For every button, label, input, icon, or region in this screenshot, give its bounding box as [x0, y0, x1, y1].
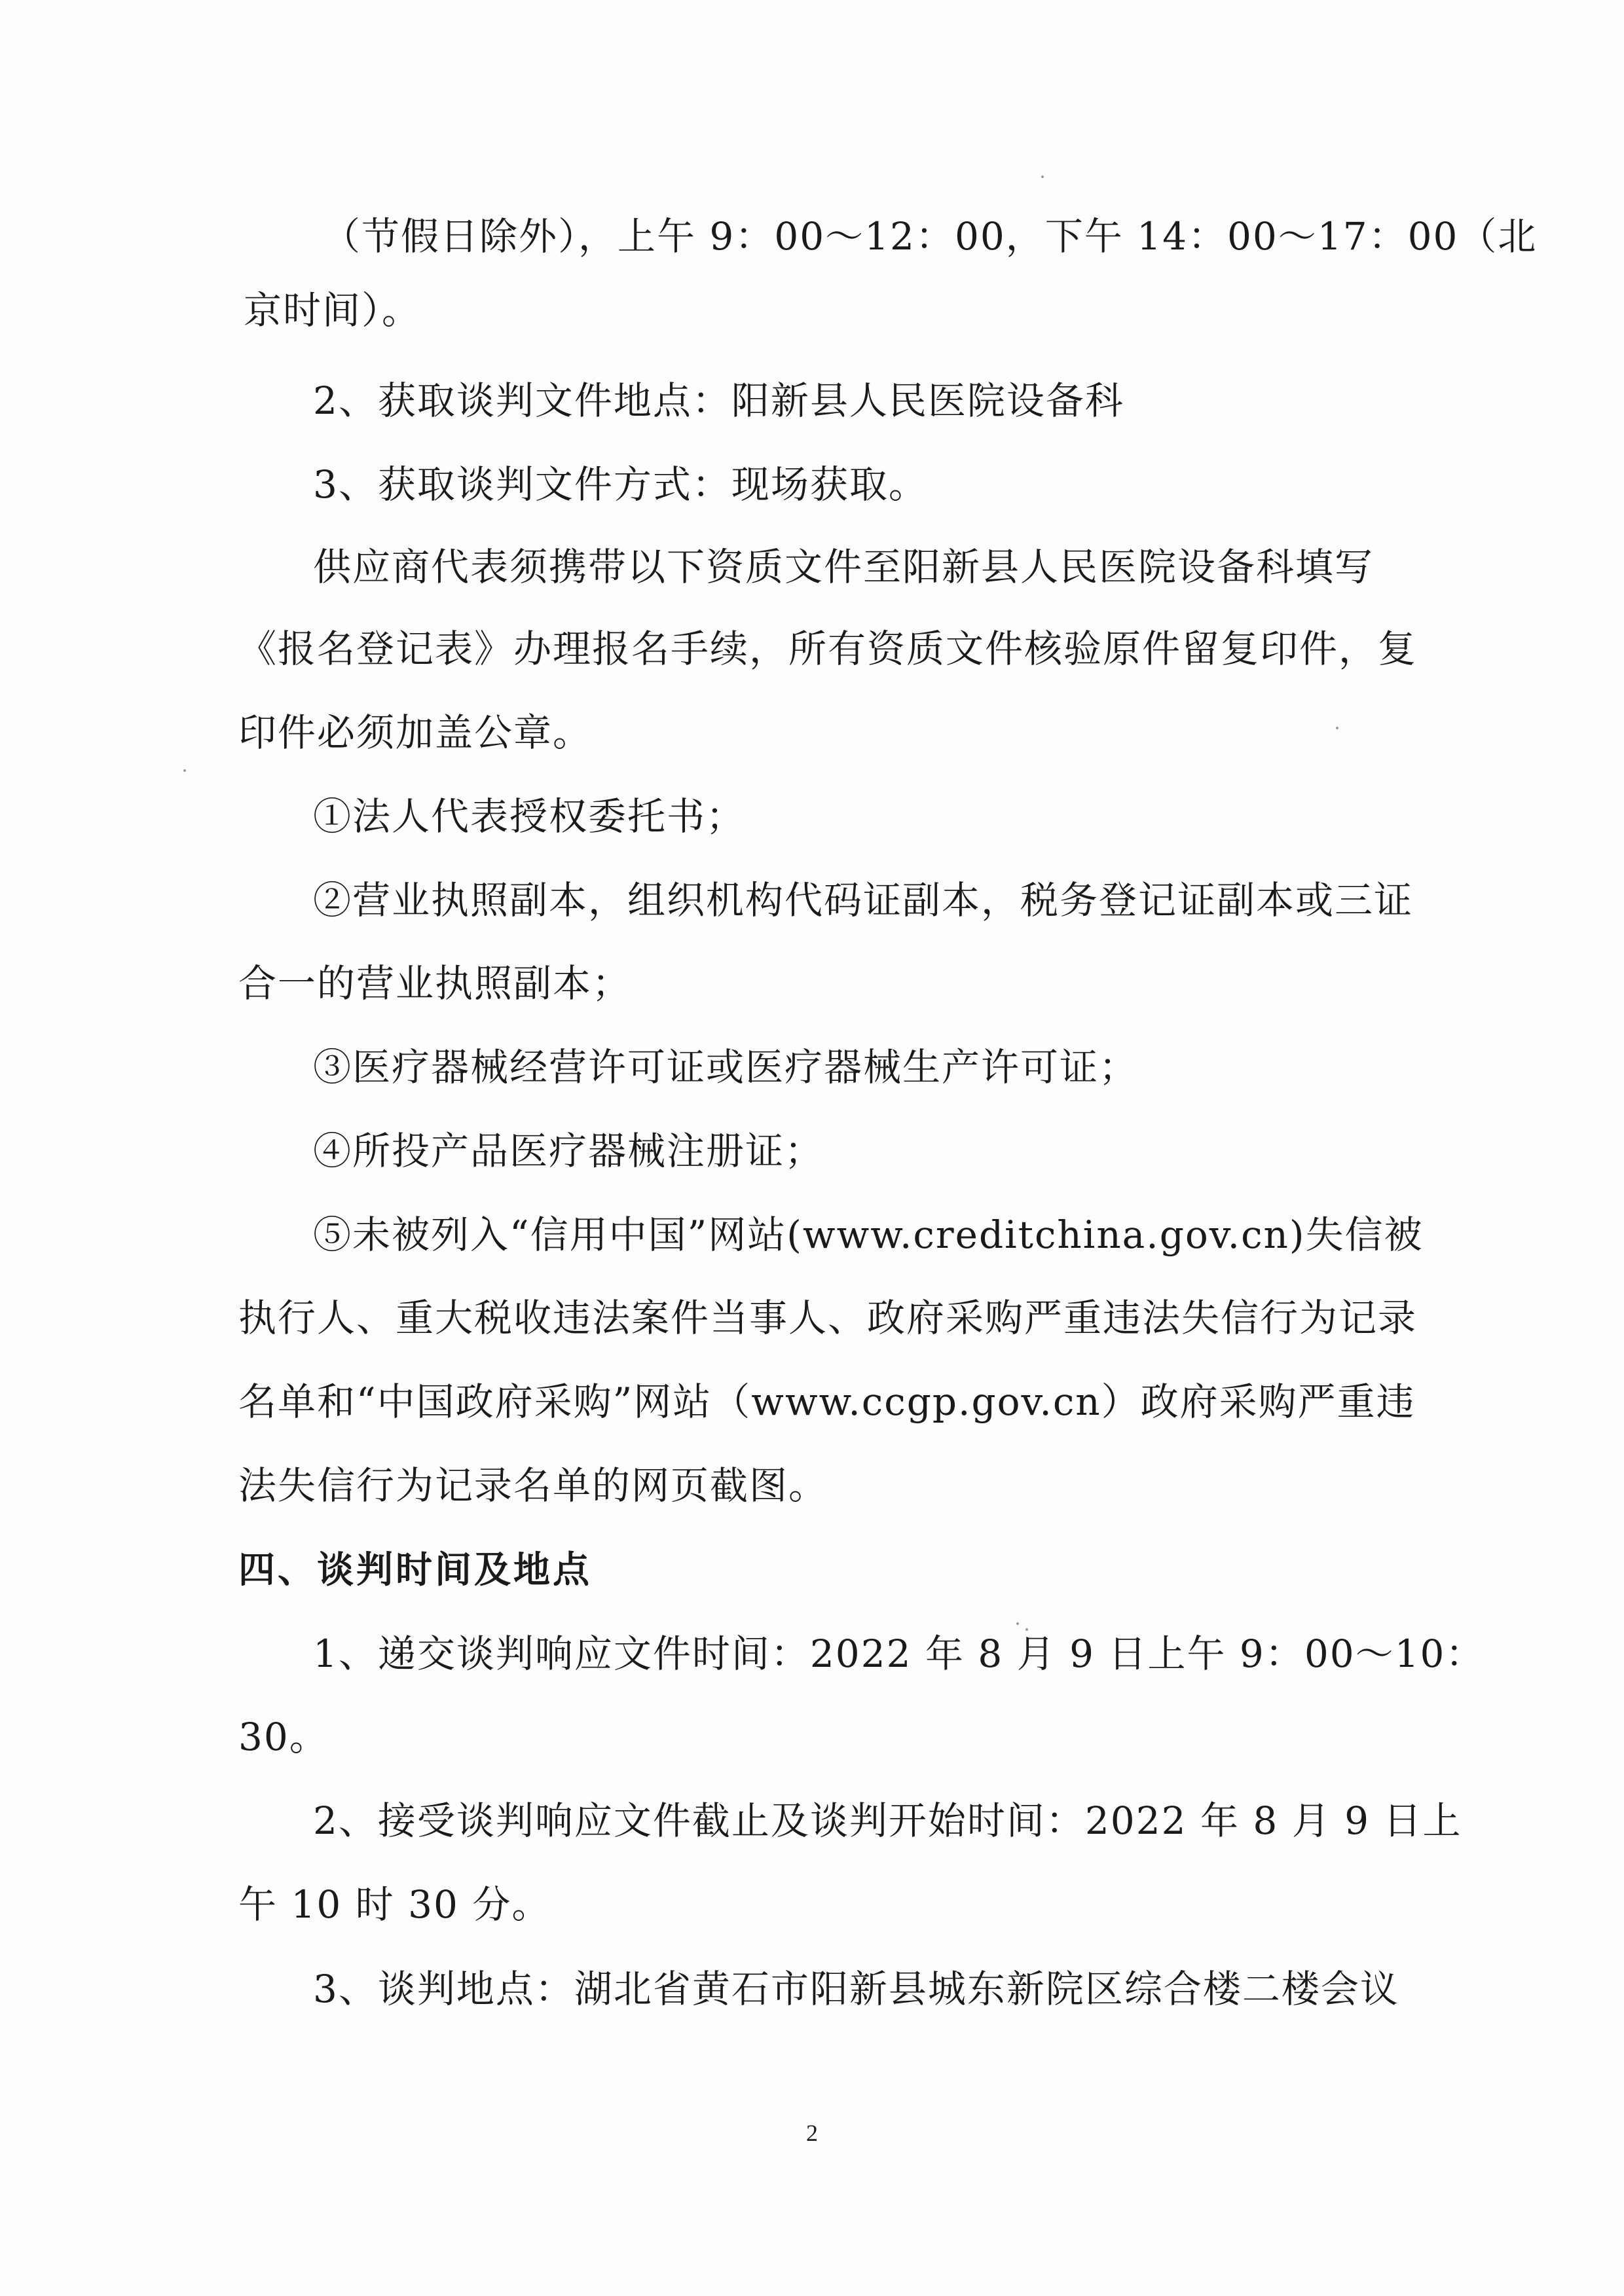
scan-speck: [1041, 175, 1044, 178]
text-line: 印件必须加盖公章。: [238, 710, 593, 755]
text-line: 2、获取谈判文件地点：阳新县人民医院设备科: [313, 378, 1124, 423]
text-line: ⑤未被列入“信用中国”网站(www.creditchina.gov.cn)失信被: [313, 1212, 1424, 1257]
text-line: ②营业执照副本，组织机构代码证副本，税务登记证副本或三证: [313, 878, 1414, 922]
text-line: ④所投产品医疗器械注册证；: [313, 1129, 824, 1173]
text-line: ①法人代表授权委托书；: [313, 794, 746, 839]
section-heading: 四、谈判时间及地点: [238, 1549, 592, 1592]
scan-speck: [183, 769, 186, 772]
scan-speck: [1336, 727, 1338, 729]
text-line: 午 10 时 30 分。: [238, 1882, 551, 1927]
text-line: 执行人、重大税收违法案件当事人、政府采购严重违法失信行为记录: [238, 1296, 1418, 1340]
text-line: 法失信行为记录名单的网页截图。: [238, 1463, 828, 1508]
scan-speck: [1025, 1628, 1028, 1631]
text-line: 京时间）。: [244, 288, 422, 333]
text-line: 2、接受谈判响应文件截止及谈判开始时间：2022 年 8 月 9 日上: [313, 1798, 1462, 1843]
text-line: 3、谈判地点：湖北省黄石市阳新县城东新院区综合楼二楼会议: [313, 1967, 1399, 2011]
text-line: 3、获取谈判文件方式：现场获取。: [313, 462, 928, 507]
text-line: 合一的营业执照副本；: [238, 961, 632, 1006]
text-line: 《报名登记表》办理报名手续，所有资质文件核验原件留复印件，复: [238, 627, 1418, 671]
text-line: ③医疗器械经营许可证或医疗器械生产许可证；: [313, 1045, 1139, 1089]
scan-speck: [1016, 1622, 1019, 1625]
text-line: 1、递交谈判响应文件时间：2022 年 8 月 9 日上午 9：00～10：: [313, 1631, 1485, 1676]
page-number: 2: [806, 2120, 818, 2146]
text-line: 供应商代表须携带以下资质文件至阳新县人民医院设备科填写: [313, 545, 1375, 589]
text-line: 名单和“中国政府采购”网站（www.ccgp.gov.cn）政府采购严重违: [238, 1379, 1416, 1424]
text-line: （节假日除外），上午 9：00～12：00，下午 14：00～17：00（北: [322, 214, 1538, 259]
text-line: 30。: [238, 1715, 329, 1759]
